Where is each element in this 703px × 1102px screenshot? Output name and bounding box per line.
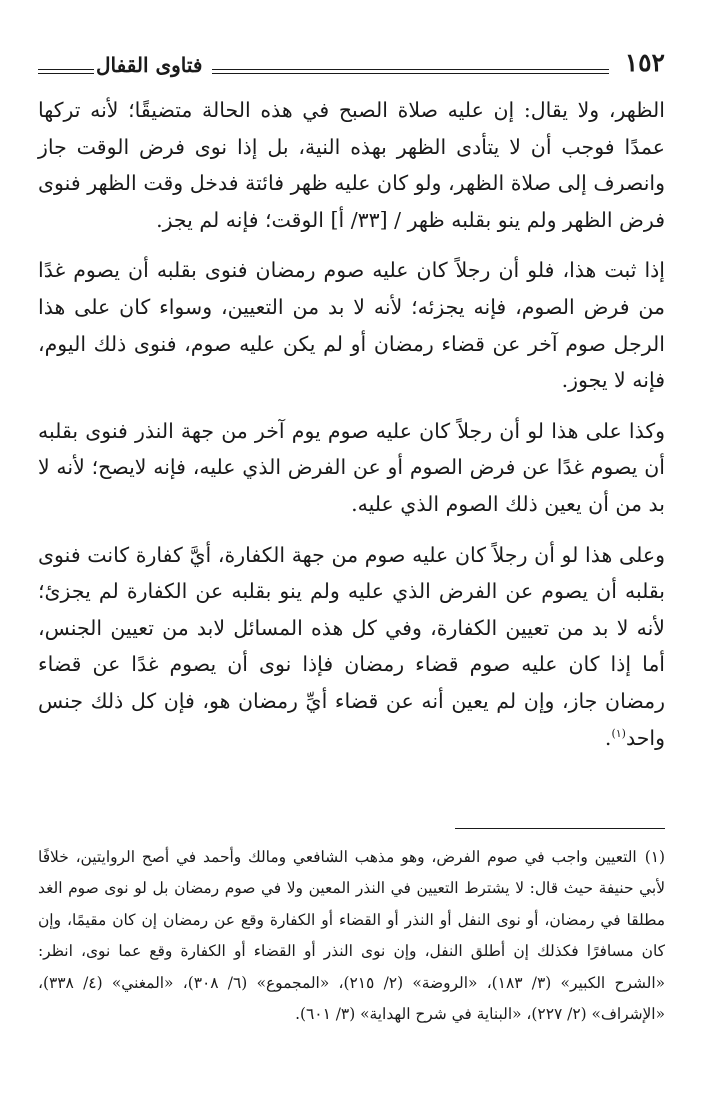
footnote-separator	[455, 828, 665, 829]
page-header	[38, 40, 665, 80]
paragraph-3: وكذا على هذا لو أن رجلاً كان عليه صوم يوم آخر من جهة النذر فنوى بقلبه أن يصوم غدًا عن فرض الصوم أو عن الفرض الذي عليه، فإنه لايصح؛ لأنه لا بد من أن يعين ذلك الصوم الذي عليه.	[38, 418, 665, 516]
header-rule	[208, 52, 612, 80]
paragraph-4: وعلى هذا لو أن رجلاً كان عليه صوم من جهة الكفارة، أيَّ كفارة كانت فنوى بقلبه أن يصوم عن الفرض الذي عليه ولم ينو بقلبه عن الكفارة لم يجزئ؛ لأنه لا بد من تعيين الكفارة، وفي كل هذه المسائل لابد من تعيين الجنس، أما إذا كان عليه صوم قضاء رمضان فإذا نوى أن يصوم غدًا عن قضاء رمضان جاز، وإن لم يعين أنه عن قضاء أيِّ رمضان هو، فإن كل ذلك جنس واحد$^{(١)}$.	[38, 542, 665, 750]
running-title: فتاوى القفال	[96, 53, 203, 77]
paragraph-1: الظهر، ولا يقال: إن عليه صلاة الصبح في هذه الحالة متضيقًا؛ لأنه تركها عمدًا فوجب أن لا يتأدى الظهر بهذه النية، بل إذا نوى فرض الوقت جاز وانصرف إلى صلاة الظهر، ولو كان عليه ظهر فائتة فدخل وقت الظهر فنوى فرض الظهر ولم ينو بقلبه ظهر / [٣٣/ أ] الوقت؛ فإنه لم يجز.	[38, 98, 665, 232]
paragraph-4-text: وعلى هذا لو أن رجلاً كان عليه صوم من جهة الكفارة، أيَّ كفارة كانت فنوى بقلبه أن يصوم عن الفرض الذي عليه ولم ينو بقلبه عن الكفارة لم يجزئ؛ لأنه لا بد من تعيين الكفارة، وفي كل هذه المسائل لابد من تعيين الجنس، أما إذا كان عليه صوم قضاء رمضان فإذا نوى أن يصوم غدًا عن قضاء رمضان جاز، وإن لم يعين أنه عن قضاء أيِّ رمضان هو، فإن كل ذلك جنس واحد	[38, 542, 665, 750]
page-number: ١٥٢	[624, 48, 665, 77]
main-text	[38, 92, 665, 756]
footnote-marker: (١)	[611, 726, 626, 740]
footnote-number: (١)	[644, 848, 665, 866]
header-rule-tail	[38, 52, 96, 80]
footnote-text: التعيين واجب في صوم الفرض، وهو مذهب الشافعي ومالك وأحمد في أصح الروايتين، خلافًا لأبي حنيفة حيث قال: لا يشترط التعيين في النذر المعين ولا في صوم رمضان بل لو نوى صوم الغد مطلقا في رمضان، أو نوى النفل أو النذر أو القضاء أو الكفارة وقع عن رمضان إن كان مقيمًا، وإن كان مسافرًا فكذلك إن أطلق النفل، وإن نوى النذر أو القضاء أو الكفارة وقع عما نوى، انظر: «الشرح الكبير» (٣/ ١٨٣)، «الروضة» (٢/ ٢١٥)، «المجموع» (٦/ ٣٠٨)، «المغني» (٤/ ٣٣٨)، «الإشراف» (٢/ ٢٢٧)، «البناية في شرح الهداية» (٣/ ٦٠١).	[38, 848, 666, 1024]
paragraph-2: إذا ثبت هذا، فلو أن رجلاً كان عليه صوم رمضان فنوى بقلبه أن يصوم غدًا من فرض الصوم، فإنه يجزئه؛ لأنه لا بد من التعيين، وسواء كان على هذا الرجل صوم آخر عن قضاء رمضان أو لم يكن عليه صوم، فنوى ذلك اليوم، فإنه لا يجوز.	[38, 258, 665, 393]
footnote	[38, 842, 665, 1030]
